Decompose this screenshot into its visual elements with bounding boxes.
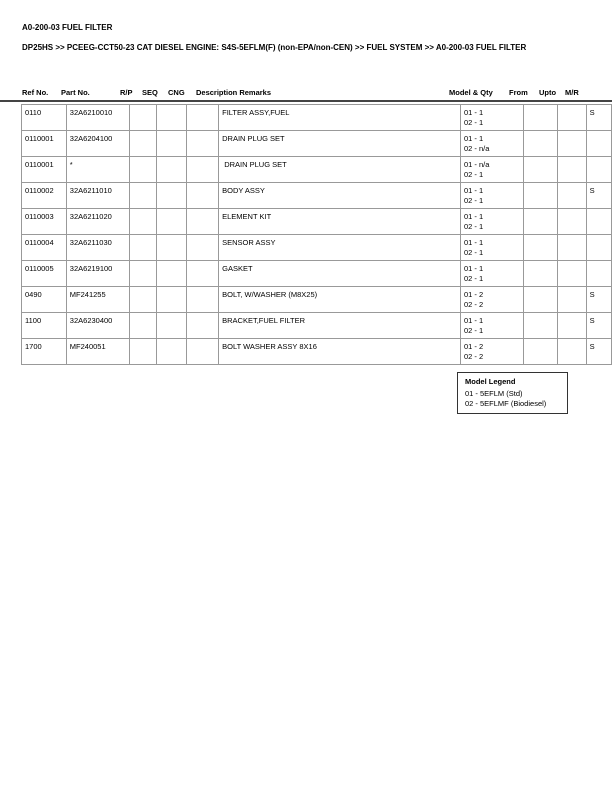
- mr-cell: S: [586, 339, 611, 365]
- ref-cell: 0490: [22, 287, 67, 313]
- upto-cell: [557, 105, 586, 131]
- mr-cell: S: [586, 313, 611, 339]
- model-qty: 02 - 1: [463, 274, 484, 283]
- part-no-cell: MF241255: [66, 287, 129, 313]
- table-row[interactable]: [22, 235, 612, 261]
- cng-cell: [187, 235, 219, 261]
- description-cell: BOLT, W/WASHER (M8X25): [219, 287, 461, 313]
- ref-cell: 0110003: [22, 209, 67, 235]
- table-row[interactable]: [22, 157, 612, 183]
- header-from: From: [509, 88, 528, 97]
- model-qty: 02 - 1: [463, 248, 484, 257]
- from-cell: [523, 105, 557, 131]
- header-model: Model & Qty: [449, 88, 493, 97]
- description-cell: BRACKET,FUEL FILTER: [219, 313, 461, 339]
- description-cell: ELEMENT KIT: [219, 209, 461, 235]
- model-qty: 02 - 1: [463, 222, 484, 231]
- page-title: A0-200-03 FUEL FILTER: [22, 23, 113, 32]
- part-no-cell: 32A6210010: [66, 105, 129, 131]
- header-seq: SEQ: [142, 88, 158, 97]
- rp-cell: [130, 131, 157, 157]
- description-cell: SENSOR ASSY: [219, 235, 461, 261]
- mr-cell: S: [586, 105, 611, 131]
- model-qty: 02 - 1: [463, 170, 484, 179]
- model-qty-cell: [460, 105, 523, 131]
- model-qty: 01 - n/a: [463, 160, 490, 169]
- from-cell: [523, 183, 557, 209]
- from-cell: [523, 157, 557, 183]
- model-qty: 01 - 2: [463, 290, 484, 299]
- legend-item: 02 - 5EFLMF (Biodiesel): [465, 399, 547, 408]
- model-qty: 01 - 1: [463, 238, 484, 247]
- cng-cell: [187, 183, 219, 209]
- breadcrumb: DP25HS >> PCEEG-CCT50-23 CAT DIESEL ENGINE: S4S-5EFLM(F) (non-EPA/non-CEN) >> FUEL SYSTEM >> A0-200-03 FUEL FILTER: [22, 43, 527, 52]
- seq-cell: [157, 313, 187, 339]
- upto-cell: [557, 287, 586, 313]
- seq-cell: [157, 105, 187, 131]
- model-qty-cell: [460, 209, 523, 235]
- model-qty-cell: [460, 235, 523, 261]
- seq-cell: [157, 157, 187, 183]
- description-cell: DRAIN PLUG SET: [219, 157, 461, 183]
- table-row[interactable]: [22, 339, 612, 365]
- ref-cell: 1100: [22, 313, 67, 339]
- mr-cell: [586, 235, 611, 261]
- mr-cell: S: [586, 287, 611, 313]
- upto-cell: [557, 235, 586, 261]
- part-no-cell: 32A6211010: [66, 183, 129, 209]
- part-no-cell: MF240051: [66, 339, 129, 365]
- from-cell: [523, 131, 557, 157]
- upto-cell: [557, 131, 586, 157]
- model-qty: 02 - 1: [463, 118, 484, 127]
- seq-cell: [157, 287, 187, 313]
- header-ref: Ref No.: [22, 88, 49, 97]
- rp-cell: [130, 183, 157, 209]
- seq-cell: [157, 339, 187, 365]
- upto-cell: [557, 261, 586, 287]
- from-cell: [523, 313, 557, 339]
- mr-cell: [586, 157, 611, 183]
- rp-cell: [130, 209, 157, 235]
- cng-cell: [187, 209, 219, 235]
- description-cell: FILTER ASSY,FUEL: [219, 105, 461, 131]
- from-cell: [523, 235, 557, 261]
- header-part: Part No.: [61, 88, 90, 97]
- seq-cell: [157, 209, 187, 235]
- upto-cell: [557, 183, 586, 209]
- table-row[interactable]: [22, 209, 612, 235]
- seq-cell: [157, 261, 187, 287]
- mr-cell: [586, 261, 611, 287]
- seq-cell: [157, 131, 187, 157]
- cng-cell: [187, 287, 219, 313]
- model-qty-cell: [460, 287, 523, 313]
- table-row[interactable]: [22, 313, 612, 339]
- model-qty: 01 - 1: [463, 316, 484, 325]
- model-qty: 01 - 1: [463, 134, 484, 143]
- ref-cell: 0110001: [22, 157, 67, 183]
- ref-cell: 0110004: [22, 235, 67, 261]
- part-no-cell: 32A6211020: [66, 209, 129, 235]
- description-cell: DRAIN PLUG SET: [219, 131, 461, 157]
- model-qty: 01 - 1: [463, 186, 484, 195]
- ref-cell: 0110002: [22, 183, 67, 209]
- model-qty-cell: [460, 261, 523, 287]
- model-qty: 01 - 1: [463, 108, 484, 117]
- model-qty: 02 - 2: [463, 300, 484, 309]
- ref-cell: 0110005: [22, 261, 67, 287]
- header-desc: Description Remarks: [196, 88, 272, 97]
- legend-title: Model Legend: [465, 377, 516, 386]
- rp-cell: [130, 235, 157, 261]
- description-cell: GASKET: [219, 261, 461, 287]
- part-no-cell: 32A6230400: [66, 313, 129, 339]
- upto-cell: [557, 209, 586, 235]
- from-cell: [523, 287, 557, 313]
- part-no-cell: *: [66, 157, 129, 183]
- rp-cell: [130, 261, 157, 287]
- model-qty: 01 - 1: [463, 212, 484, 221]
- rp-cell: [130, 339, 157, 365]
- model-qty: 02 - n/a: [463, 144, 490, 153]
- model-qty: 02 - 2: [463, 352, 484, 361]
- ref-cell: 0110: [22, 105, 67, 131]
- upto-cell: [557, 339, 586, 365]
- upto-cell: [557, 157, 586, 183]
- table-row[interactable]: [22, 183, 612, 209]
- model-qty-cell: [460, 339, 523, 365]
- mr-cell: S: [586, 183, 611, 209]
- legend-item: 01 - 5EFLM (Std): [465, 389, 523, 398]
- part-no-cell: 32A6211030: [66, 235, 129, 261]
- model-qty-cell: [460, 313, 523, 339]
- upto-cell: [557, 313, 586, 339]
- cng-cell: [187, 105, 219, 131]
- parts-table: [21, 104, 612, 365]
- model-qty: 01 - 1: [463, 264, 484, 273]
- part-no-cell: 32A6219100: [66, 261, 129, 287]
- rp-cell: [130, 313, 157, 339]
- cng-cell: [187, 313, 219, 339]
- from-cell: [523, 261, 557, 287]
- part-no-cell: 32A6204100: [66, 131, 129, 157]
- cng-cell: [187, 131, 219, 157]
- header-cng: CNG: [168, 88, 185, 97]
- from-cell: [523, 209, 557, 235]
- model-qty: 02 - 1: [463, 196, 484, 205]
- description-cell: BOLT WASHER ASSY 8X16: [219, 339, 461, 365]
- rp-cell: [130, 105, 157, 131]
- cng-cell: [187, 157, 219, 183]
- model-qty-cell: [460, 183, 523, 209]
- mr-cell: [586, 131, 611, 157]
- model-qty-cell: [460, 157, 523, 183]
- model-legend: [457, 372, 568, 414]
- seq-cell: [157, 235, 187, 261]
- header-upto: Upto: [539, 88, 557, 97]
- mr-cell: [586, 209, 611, 235]
- table-row[interactable]: [22, 287, 612, 313]
- header-mr: M/R: [565, 88, 579, 97]
- header-rp: R/P: [120, 88, 133, 97]
- ref-cell: 1700: [22, 339, 67, 365]
- table-row[interactable]: [22, 105, 612, 131]
- model-qty: 02 - 1: [463, 326, 484, 335]
- seq-cell: [157, 183, 187, 209]
- description-cell: BODY ASSY: [219, 183, 461, 209]
- cng-cell: [187, 261, 219, 287]
- header-divider: [0, 100, 612, 102]
- model-qty: 01 - 2: [463, 342, 484, 351]
- table-row[interactable]: [22, 131, 612, 157]
- table-row[interactable]: [22, 261, 612, 287]
- cng-cell: [187, 339, 219, 365]
- model-qty-cell: [460, 131, 523, 157]
- rp-cell: [130, 157, 157, 183]
- rp-cell: [130, 287, 157, 313]
- from-cell: [523, 339, 557, 365]
- ref-cell: 0110001: [22, 131, 67, 157]
